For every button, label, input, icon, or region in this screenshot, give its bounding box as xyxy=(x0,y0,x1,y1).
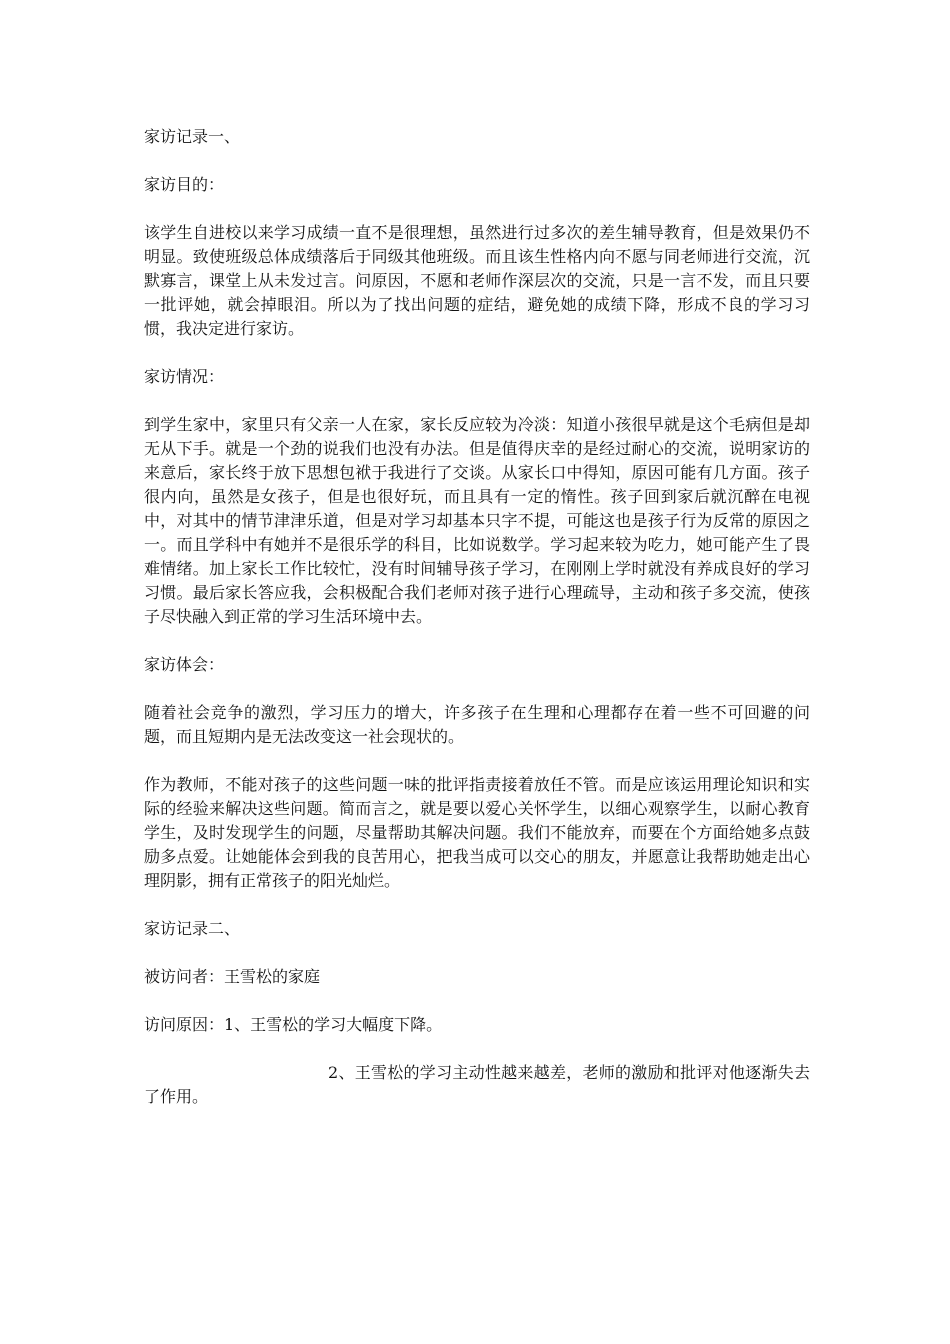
visit-reflection-paragraph-2: 作为教师，不能对孩子的这些问题一味的批评指责接着放任不管。而是应该运用理论知识和实际的经验来解决这些问题。简而言之，就是要以爱心关怀学生，以细心观察学生，以耐心教育学生，及时发现学生的问题，尽量帮助其解决问题。我们不能放弃，而要在个方面给她多点鼓励多点爱。让她能体会到我的良苦用心，把我当成可以交心的朋友，并愿意让我帮助她走出心理阴影，拥有正常孩子的阳光灿烂。 xyxy=(144,775,810,890)
interviewee-line: 被访问者：王雪松的家庭 xyxy=(144,967,321,986)
record-two-heading: 家访记录二、 xyxy=(144,919,241,938)
visit-reason-line-2: 2、王雪松的学习主动性越来越差，老师的激励和批评对他逐渐失去了作用。 xyxy=(144,1063,810,1106)
visit-situation-paragraph: 到学生家中，家里只有父亲一人在家，家长反应较为冷淡：知道小孩很早就是这个毛病但是却无从下手。就是一个劲的说我们也没有办法。但是值得庆幸的是经过耐心的交流，说明家访的来意后，家长终于放下思想包袱于我进行了交谈。从家长口中得知，原因可能有几方面。孩子很内向，虽然是女孩子，但是也很好玩，而且具有一定的惰性。孩子回到家后就沉醉在电视中，对其中的情节津津乐道，但是对学习却基本只字不提，可能这也是孩子行为反常的原因之一。而且学科中有她并不是很乐学的科目，比如说数学。学习起来较为吃力，她可能产生了畏难情绪。加上家长工作比较忙，没有时间辅导孩子学习，在刚刚上学时就没有养成良好的学习习惯。最后家长答应我，会积极配合我们老师对孩子进行心理疏导，主动和孩子多交流，使孩子尽快融入到正常的学习生活环境中去。 xyxy=(144,415,810,626)
visit-reflection-heading: 家访体会： xyxy=(144,655,225,674)
document-page xyxy=(144,125,810,1133)
visit-reflection-paragraph-1: 随着社会竞争的激烈，学习压力的增大，许多孩子在生理和心理都存在着一些不可回避的问题，而且短期内是无法改变这一社会现状的。 xyxy=(144,703,810,746)
visit-reason-line-1: 访问原因：1、王雪松的学习大幅度下降。 xyxy=(144,1015,443,1034)
visit-purpose-paragraph: 该学生自进校以来学习成绩一直不是很理想，虽然进行过多次的差生辅导教育，但是效果仍不明显。致使班级总体成绩落后于同级其他班级。而且该生性格内向不愿与同老师进行交流，沉默寡言，课堂上从未发过言。问原因，不愿和老师作深层次的交流，只是一言不发，而且只要一批评她，就会掉眼泪。所以为了找出问题的症结，避免她的成绩下降，形成不良的学习习惯，我决定进行家访。 xyxy=(144,223,810,338)
record-one-heading: 家访记录一、 xyxy=(144,127,241,146)
visit-situation-heading: 家访情况： xyxy=(144,367,225,386)
visit-purpose-heading: 家访目的： xyxy=(144,175,225,194)
